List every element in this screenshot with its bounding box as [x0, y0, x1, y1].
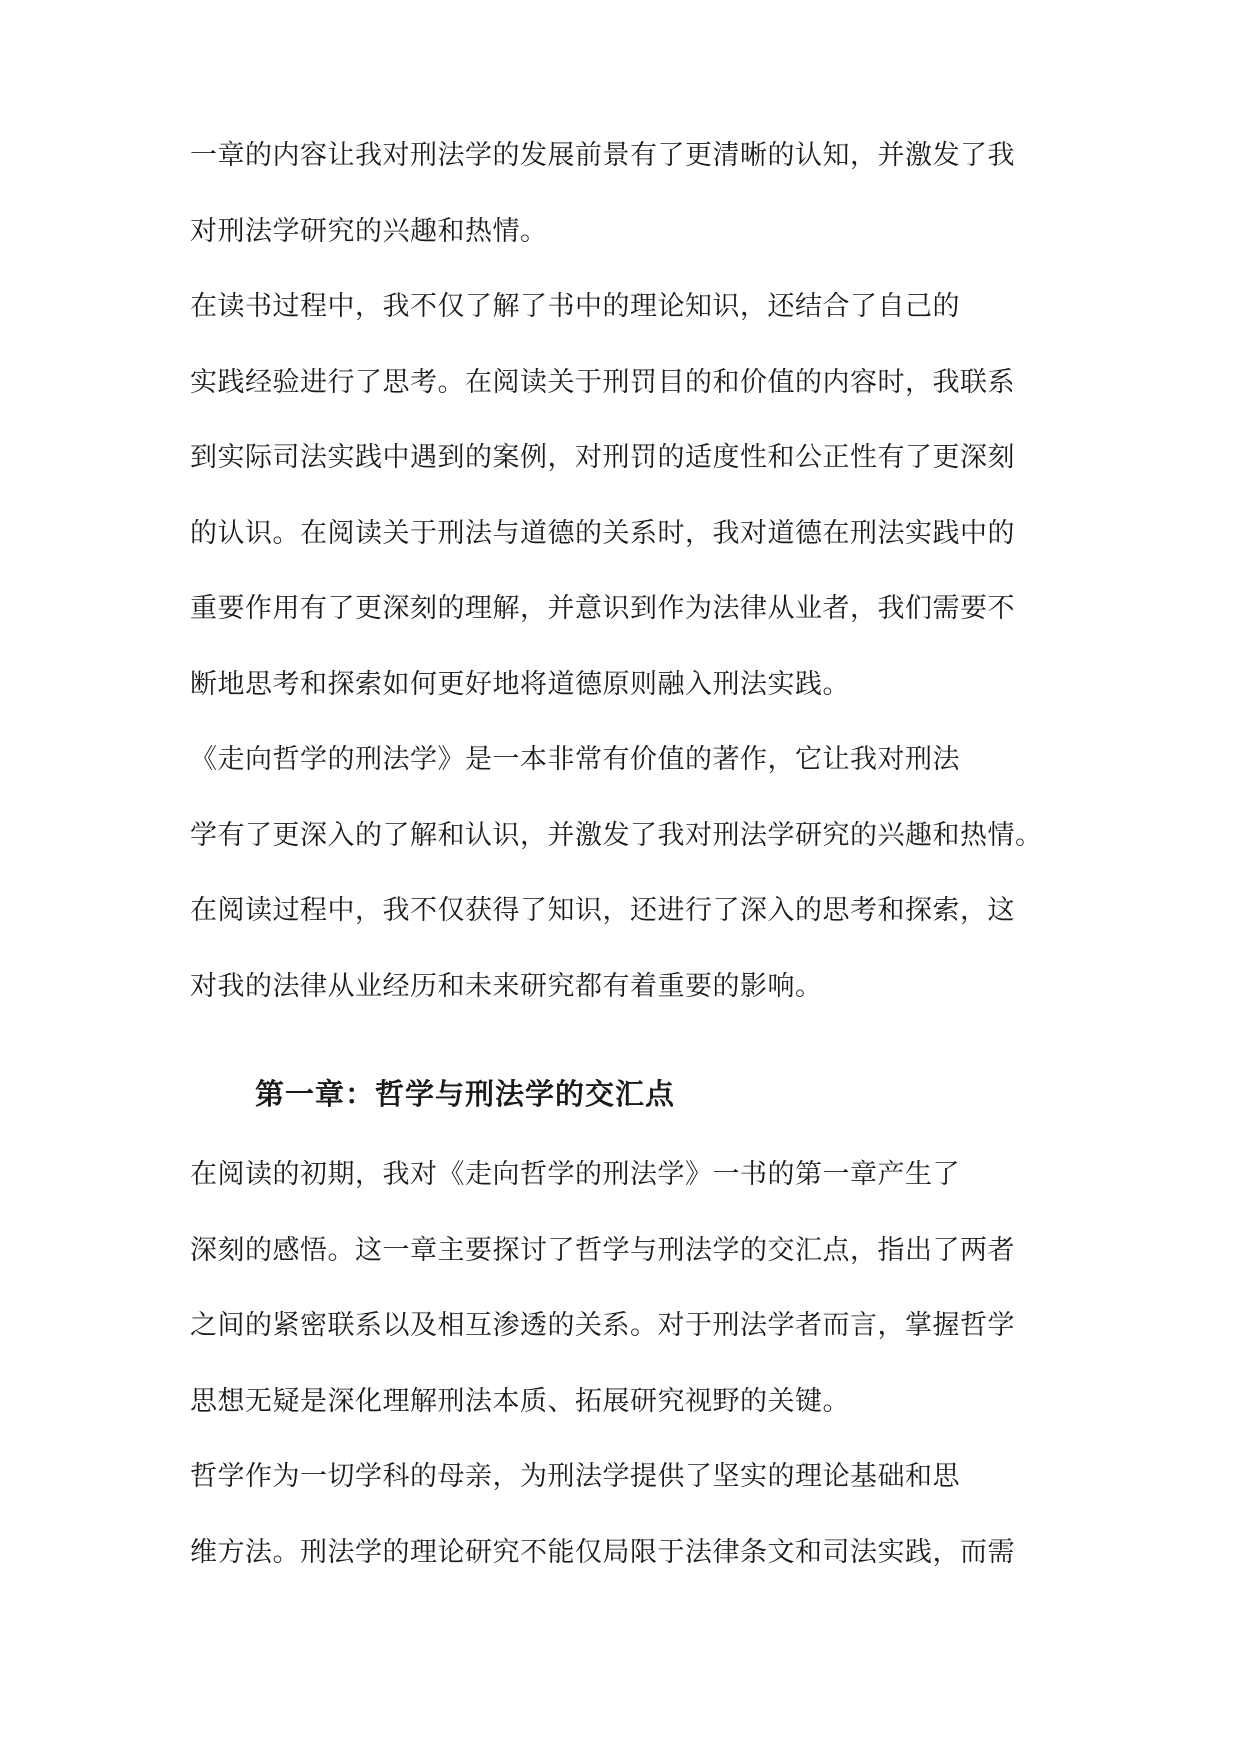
text-line: 哲学作为一切学科的母亲，为刑法学提供了坚实的理论基础和思	[190, 1461, 960, 1492]
text-line: 断地思考和探索如何更好地将道德原则融入刑法实践。	[190, 669, 850, 700]
text-line: 思想无疑是深化理解刑法本质、拓展研究视野的关键。	[190, 1386, 850, 1417]
text-line: 学有了更深入的了解和认识，并激发了我对刑法学研究的兴趣和热情。	[190, 820, 1043, 851]
text-line: 对我的法律从业经历和未来研究都有着重要的影响。	[190, 971, 823, 1002]
text-line: 在阅读的初期，我对《走向哲学的刑法学》一书的第一章产生了	[190, 1159, 960, 1190]
text-line: 在读书过程中，我不仅了解了书中的理论知识，还结合了自己的	[190, 291, 960, 322]
text-line: 在阅读过程中，我不仅获得了知识，还进行了深入的思考和探索，这	[190, 895, 1015, 926]
text-line: 一章的内容让我对刑法学的发展前景有了更清晰的认知，并激发了我	[190, 140, 1015, 171]
text-line: 重要作用有了更深刻的理解，并意识到作为法律从业者，我们需要不	[190, 593, 1015, 624]
chapter-heading: 第一章：哲学与刑法学的交汇点	[255, 1077, 676, 1111]
text-line: 深刻的感悟。这一章主要探讨了哲学与刑法学的交汇点，指出了两者	[190, 1235, 1015, 1266]
text-line: 的认识。在阅读关于刑法与道德的关系时，我对道德在刑法实践中的	[190, 518, 1015, 549]
text-line: 《走向哲学的刑法学》是一本非常有价值的著作，它让我对刑法	[190, 744, 960, 775]
text-line: 到实际司法实践中遇到的案例，对刑罚的适度性和公正性有了更深刻	[190, 442, 1015, 473]
text-line: 之间的紧密联系以及相互渗透的关系。对于刑法学者而言，掌握哲学	[190, 1310, 1015, 1341]
text-line: 维方法。刑法学的理论研究不能仅局限于法律条文和司法实践，而需	[190, 1537, 1015, 1568]
text-line: 对刑法学研究的兴趣和热情。	[190, 216, 548, 247]
text-line: 实践经验进行了思考。在阅读关于刑罚目的和价值的内容时，我联系	[190, 367, 1015, 398]
